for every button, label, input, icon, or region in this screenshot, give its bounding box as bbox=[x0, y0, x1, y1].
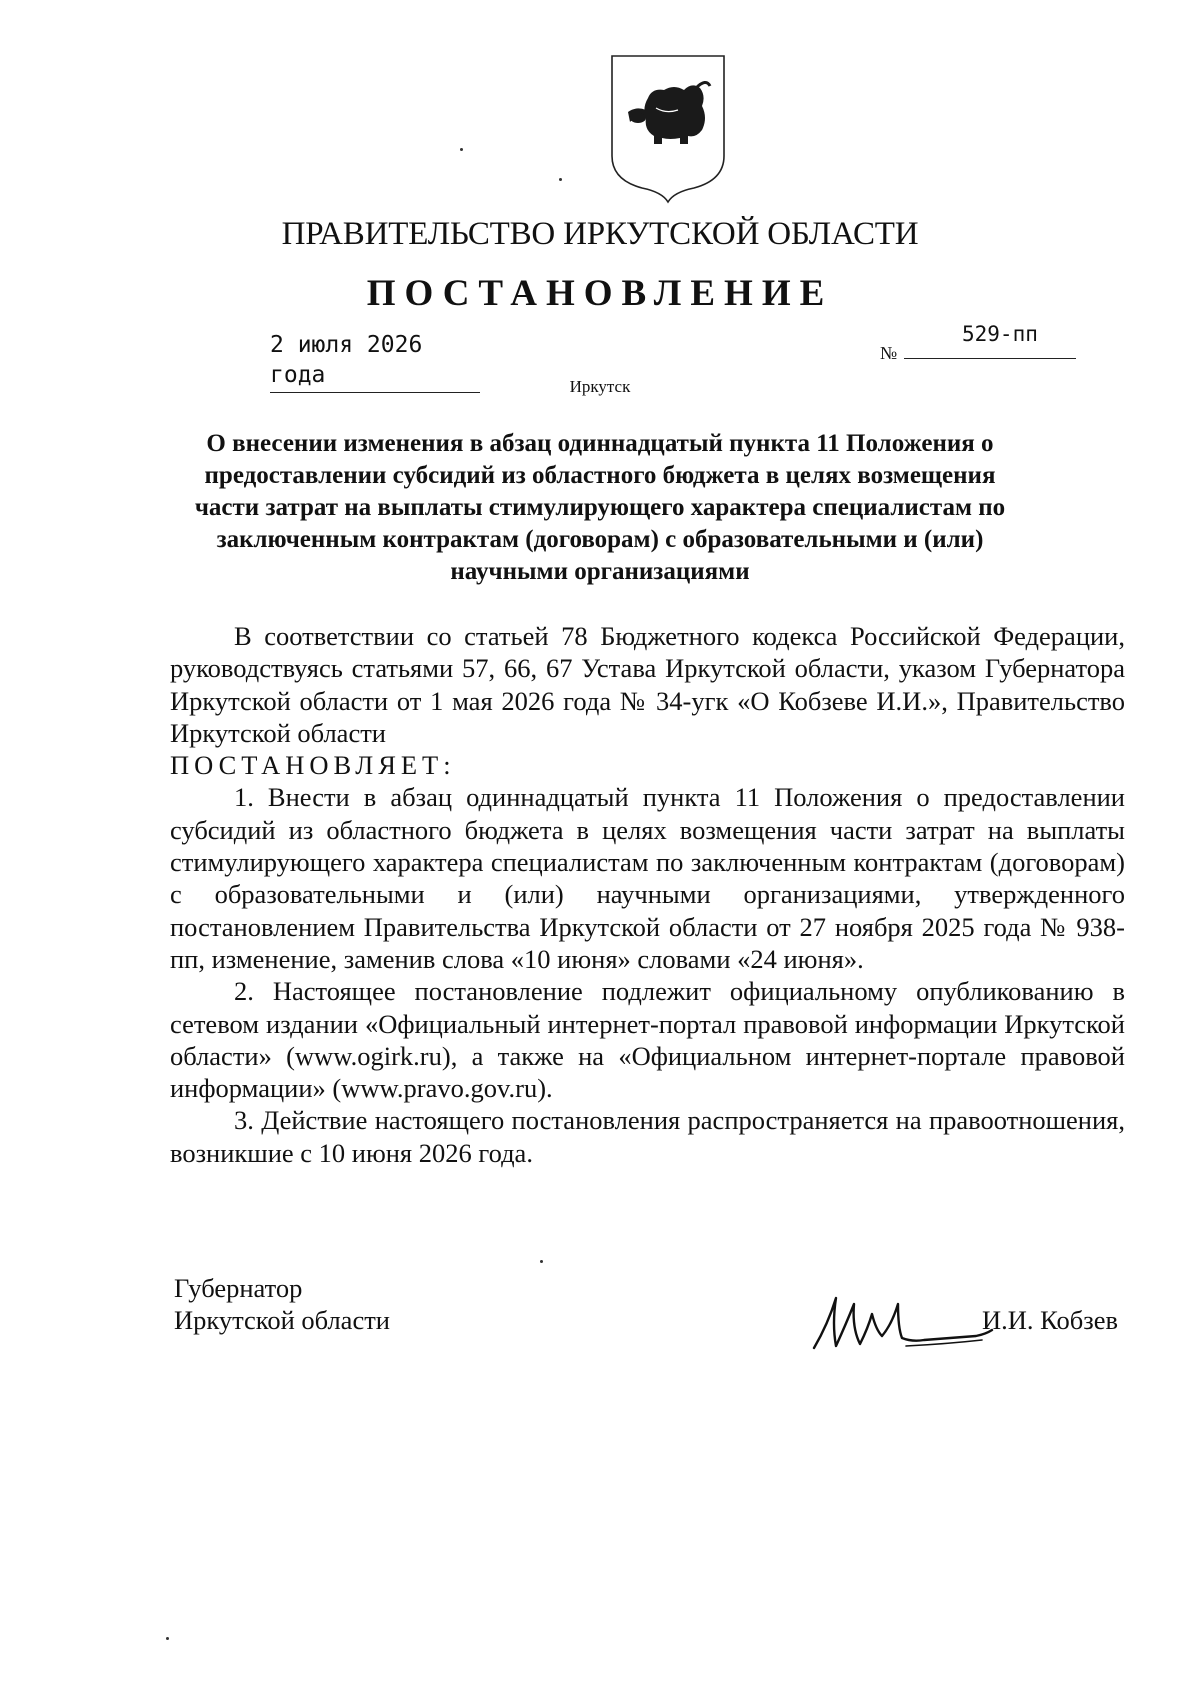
item-paragraph-3: 3. Действие настоящего постановления распространяется на правоотношения, возникшие с 10 июня 2026 года. bbox=[170, 1105, 1125, 1168]
preamble-paragraph: В соответствии со статьей 78 Бюджетного кодекса Российской Федерации, руководствуясь статьями 57, 66, 67 Устава Иркутской области, указом Губернатора Иркутской области от 1 мая 2026 года № 34-угк «О Кобзеве И.И.», Правительство Иркутской области bbox=[170, 621, 1125, 748]
signer-name: И.И. Кобзев bbox=[982, 1305, 1118, 1335]
document-body bbox=[170, 620, 1125, 1169]
position-line-2: Иркутской области bbox=[174, 1305, 390, 1335]
scan-speck bbox=[559, 178, 562, 181]
number-label: № bbox=[880, 343, 898, 363]
position-line-1: Губернатор bbox=[174, 1273, 303, 1303]
babr-figure-icon bbox=[628, 82, 710, 144]
handwritten-signature bbox=[806, 1284, 1006, 1364]
document-number: 529-пп bbox=[962, 322, 1038, 346]
document-date: 2 июля 2026 года bbox=[270, 330, 480, 393]
decree-word: ПОСТАНОВЛЯЕТ: bbox=[170, 750, 456, 781]
coat-of-arms-emblem bbox=[608, 52, 728, 204]
scan-speck bbox=[166, 1637, 169, 1640]
item-paragraph-1: 1. Внести в абзац одиннадцатый пункта 11 Положения о предоставлении субсидий из областного бюджета в целях возмещения части затрат на выплаты стимулирующего характера специалистам по заключенным контрактам (договорам) с образовательными и (или) научными организациями, утвержденного постановлением Правительства Иркутской области от 27 ноября 2025 года № 938-пп, изменение, заменив слова «10 июня» словами «24 июня». bbox=[170, 782, 1125, 974]
city-name: Иркутск bbox=[569, 377, 631, 396]
scan-speck bbox=[540, 1260, 543, 1263]
government-name: ПРАВИТЕЛЬСТВО ИРКУТСКОЙ ОБЛАСТИ bbox=[281, 216, 919, 252]
document-title: О внесении изменения в абзац одиннадцатый пункта 11 Положения о предоставлении субсидий из областного бюджета в целях возмещения части затрат на выплаты стимулирующего характера специалистам по заключенным контрактам (договорам) с образовательными и (или) научными организациями bbox=[194, 430, 1006, 585]
scan-speck bbox=[460, 148, 463, 151]
item-paragraph-2: 2. Настоящее постановление подлежит официальному опубликованию в сетевом издании «Официальный интернет-портал правовой информации Иркутской области» (www.ogirk.ru), а также на «Официальном интернет-портале правовой информации» (www.pravo.gov.ru). bbox=[170, 976, 1125, 1104]
document-type: ПОСТАНОВЛЕНИЕ bbox=[366, 273, 834, 314]
signatory-position bbox=[174, 1272, 390, 1336]
